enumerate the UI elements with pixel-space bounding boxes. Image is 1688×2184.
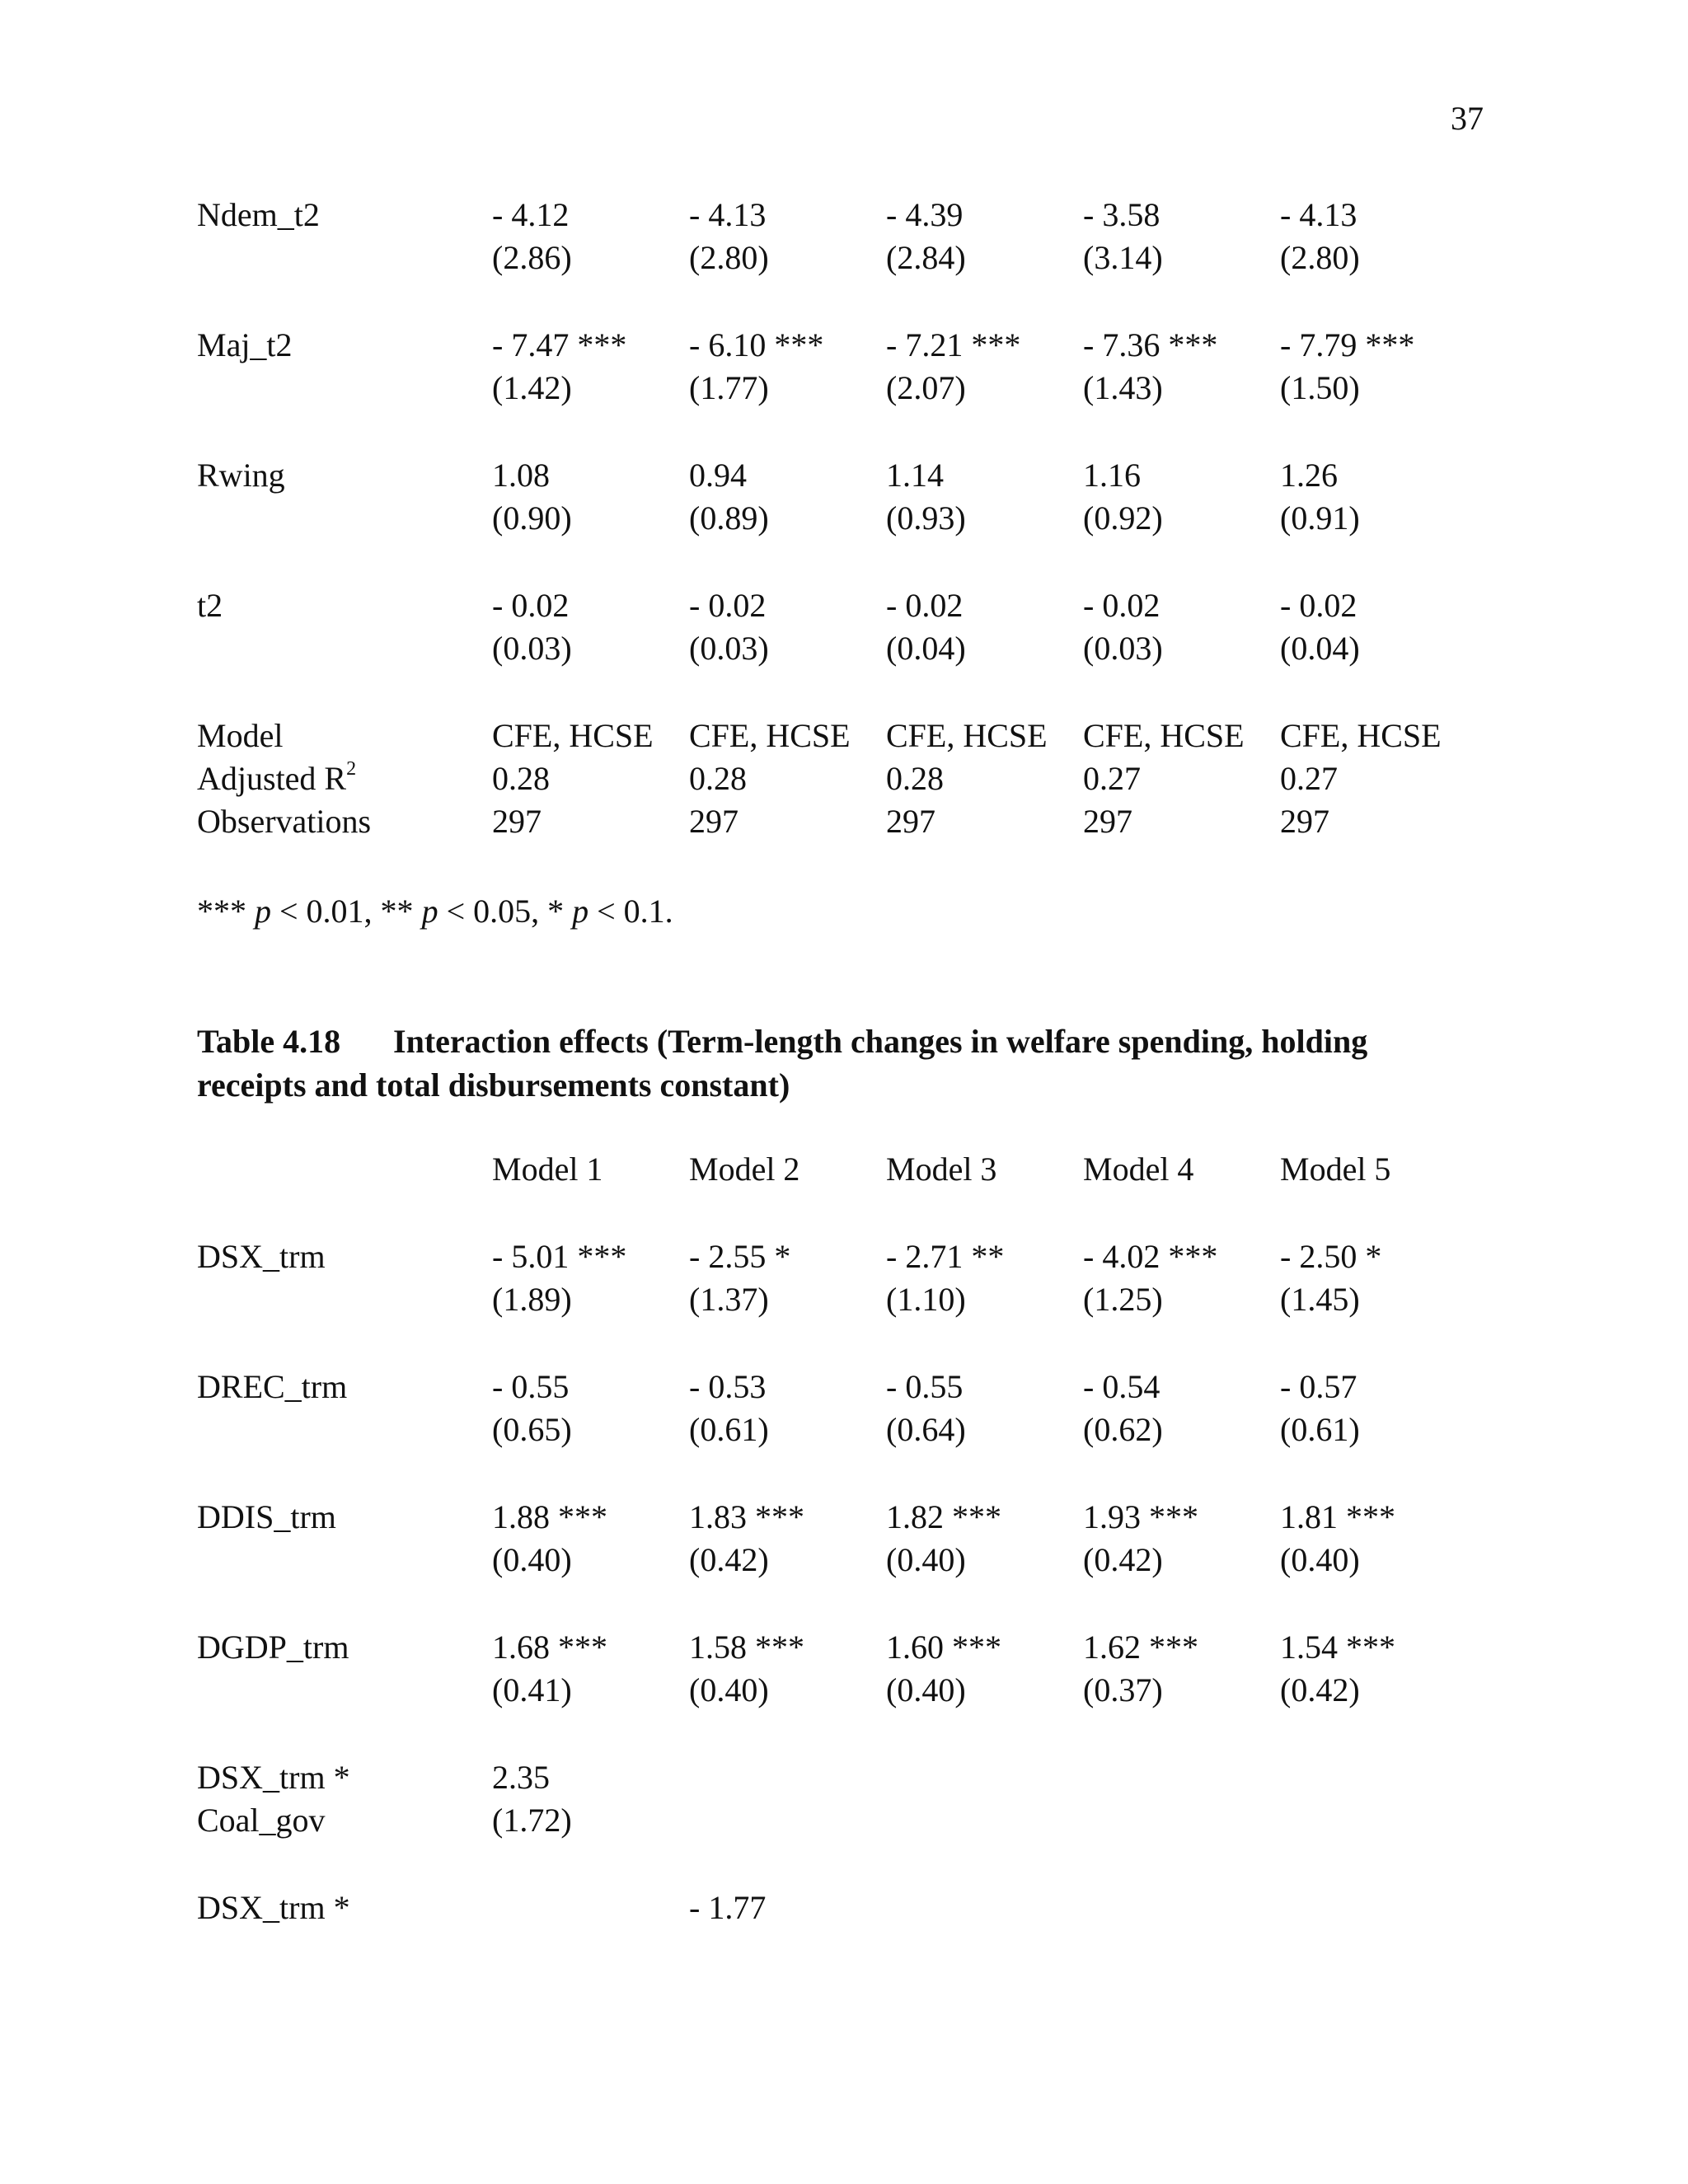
obs-cell: 297 xyxy=(886,803,935,840)
model-cell: CFE, HCSE xyxy=(689,717,851,754)
coef-cell: - 0.02 xyxy=(492,587,570,624)
model-row xyxy=(0,715,1688,757)
table-number: Table 4.18 xyxy=(197,1023,341,1060)
table-row-se xyxy=(0,497,1688,540)
model-cell: CFE, HCSE xyxy=(1280,717,1442,754)
table-row xyxy=(0,454,1688,497)
table-row xyxy=(0,584,1688,627)
coef-cell: - 7.79 *** xyxy=(1280,326,1415,363)
coef-cell: - 7.47 *** xyxy=(492,326,627,363)
table-row xyxy=(0,1366,1688,1408)
se-cell: (3.14) xyxy=(1083,239,1163,276)
coef-cell: - 5.01 *** xyxy=(492,1238,627,1275)
column-header: Model 3 xyxy=(886,1151,997,1188)
se-cell: (2.80) xyxy=(689,239,769,276)
table-row-se xyxy=(0,1539,1688,1582)
coef-cell: - 0.54 xyxy=(1083,1368,1160,1405)
interaction-row-se xyxy=(0,1799,1688,1842)
coef-cell: 1.62 *** xyxy=(1083,1629,1198,1666)
coef-cell: 1.68 *** xyxy=(492,1629,607,1666)
coef-cell: - 4.13 xyxy=(689,196,767,233)
se-cell: (0.64) xyxy=(886,1411,966,1448)
se-cell: (0.93) xyxy=(886,499,966,537)
coef-cell: - 6.10 *** xyxy=(689,326,824,363)
coef-cell: 1.14 xyxy=(886,457,944,494)
coef-cell: 1.16 xyxy=(1083,457,1141,494)
coef-cell: - 7.36 *** xyxy=(1083,326,1218,363)
model-cell: CFE, HCSE xyxy=(1083,717,1245,754)
table-row-se xyxy=(0,1278,1688,1321)
table-row-se xyxy=(0,367,1688,410)
coef-cell: - 0.53 xyxy=(689,1368,767,1405)
table-row-se xyxy=(0,627,1688,670)
se-cell: (0.42) xyxy=(689,1541,769,1578)
se-cell: (2.07) xyxy=(886,369,966,406)
row-label-continued: Coal_gov xyxy=(197,1802,326,1839)
model-cell: CFE, HCSE xyxy=(492,717,654,754)
coef-cell: 1.93 *** xyxy=(1083,1498,1198,1535)
obs-cell: 297 xyxy=(492,803,542,840)
column-header: Model 4 xyxy=(1083,1151,1194,1188)
column-header: Model 5 xyxy=(1280,1151,1391,1188)
se-cell: (0.03) xyxy=(1083,630,1163,667)
se-cell: (1.50) xyxy=(1280,369,1360,406)
coef-cell: 1.26 xyxy=(1280,457,1338,494)
table-row-se xyxy=(0,1408,1688,1451)
se-cell: (0.41) xyxy=(492,1671,572,1708)
row-label: Adjusted $R^2$ xyxy=(197,758,357,797)
se-cell: (0.40) xyxy=(886,1541,966,1578)
se-cell: (0.90) xyxy=(492,499,572,537)
row-label: DSX_trm * xyxy=(197,1889,350,1926)
page-number: 37 xyxy=(1451,100,1484,137)
interaction-row xyxy=(0,1756,1688,1799)
r2-cell: 0.28 xyxy=(689,760,747,797)
r2-cell: 0.27 xyxy=(1280,760,1338,797)
row-label: DREC_trm xyxy=(197,1368,348,1405)
coef-cell: - 0.55 xyxy=(492,1368,570,1405)
table-title: Interaction effects (Term-length changes in welfare spending, holding receipts and total disbursements constant) xyxy=(197,1023,1368,1104)
interaction-row xyxy=(0,1886,1688,1929)
se-cell: (1.37) xyxy=(689,1281,769,1318)
table-row xyxy=(0,324,1688,367)
se-cell: (0.92) xyxy=(1083,499,1163,537)
coef-cell: - 0.02 xyxy=(1280,587,1357,624)
se-cell: (0.04) xyxy=(886,630,966,667)
se-cell: (0.03) xyxy=(492,630,572,667)
coef-cell: 1.60 *** xyxy=(886,1629,1001,1666)
se-cell: (0.89) xyxy=(689,499,769,537)
model-cell: CFE, HCSE xyxy=(886,717,1048,754)
obs-cell: 297 xyxy=(689,803,738,840)
se-cell: (1.42) xyxy=(492,369,572,406)
se-cell: (0.42) xyxy=(1083,1541,1163,1578)
table-row xyxy=(0,1235,1688,1278)
se-cell: (0.40) xyxy=(886,1671,966,1708)
se-cell: (1.77) xyxy=(689,369,769,406)
se-cell: (0.61) xyxy=(1280,1411,1360,1448)
table-row-se xyxy=(0,237,1688,279)
row-label: DDIS_trm xyxy=(197,1498,336,1535)
coef-cell: 1.58 *** xyxy=(689,1629,804,1666)
column-header: Model 1 xyxy=(492,1151,603,1188)
coef-cell: 2.35 xyxy=(492,1759,550,1796)
se-cell: (0.91) xyxy=(1280,499,1360,537)
se-cell: (2.86) xyxy=(492,239,572,276)
coef-cell: 1.83 *** xyxy=(689,1498,804,1535)
row-label: Ndem_t2 xyxy=(197,196,320,233)
se-cell: (0.40) xyxy=(1280,1541,1360,1578)
row-label: DGDP_trm xyxy=(197,1629,349,1666)
se-cell: (0.65) xyxy=(492,1411,572,1448)
se-cell: (1.25) xyxy=(1083,1281,1163,1318)
se-cell: (1.45) xyxy=(1280,1281,1360,1318)
obs-cell: 297 xyxy=(1280,803,1329,840)
row-label: DSX_trm * xyxy=(197,1759,350,1796)
coef-cell: 1.54 *** xyxy=(1280,1629,1395,1666)
r2-cell: 0.28 xyxy=(886,760,944,797)
row-label: t2 xyxy=(197,587,223,624)
coef-cell: - 2.50 * xyxy=(1280,1238,1382,1275)
row-label: Observations xyxy=(197,803,372,840)
significance-footnote: *** p < 0.01, ** p < 0.05, * p < 0.1. xyxy=(197,893,673,930)
observations-row xyxy=(0,800,1688,843)
se-cell: (0.03) xyxy=(689,630,769,667)
coef-cell: - 0.55 xyxy=(886,1368,964,1405)
table-row xyxy=(0,1496,1688,1539)
se-cell: (0.62) xyxy=(1083,1411,1163,1448)
se-cell: (0.40) xyxy=(689,1671,769,1708)
se-cell: (0.42) xyxy=(1280,1671,1360,1708)
table-row xyxy=(0,194,1688,237)
coef-cell: - 4.13 xyxy=(1280,196,1357,233)
coef-cell: 0.94 xyxy=(689,457,747,494)
row-label: Maj_t2 xyxy=(197,326,293,363)
se-cell: (1.10) xyxy=(886,1281,966,1318)
se-cell: (1.89) xyxy=(492,1281,572,1318)
row-label: Rwing xyxy=(197,457,285,494)
coef-cell: - 2.55 * xyxy=(689,1238,791,1275)
se-cell: (0.40) xyxy=(492,1541,572,1578)
coef-cell: - 1.77 xyxy=(689,1889,767,1926)
se-cell: (0.61) xyxy=(689,1411,769,1448)
coef-cell: 1.88 *** xyxy=(492,1498,607,1535)
coef-cell: - 0.57 xyxy=(1280,1368,1357,1405)
table-row-se xyxy=(0,1669,1688,1712)
table-header-row xyxy=(0,1148,1688,1191)
table-row xyxy=(0,1626,1688,1669)
coef-cell: - 2.71 ** xyxy=(886,1238,1005,1275)
row-label: DSX_trm xyxy=(197,1238,326,1275)
se-cell: (0.37) xyxy=(1083,1671,1163,1708)
coef-cell: - 0.02 xyxy=(886,587,964,624)
coef-cell: - 4.12 xyxy=(492,196,570,233)
coef-cell: 1.08 xyxy=(492,457,550,494)
coef-cell: - 4.02 *** xyxy=(1083,1238,1218,1275)
coef-cell: 1.81 *** xyxy=(1280,1498,1395,1535)
obs-cell: 297 xyxy=(1083,803,1132,840)
table-caption xyxy=(197,1019,1417,1107)
r2-cell: 0.28 xyxy=(492,760,550,797)
column-header: Model 2 xyxy=(689,1151,800,1188)
se-cell: (2.80) xyxy=(1280,239,1360,276)
coef-cell: 1.82 *** xyxy=(886,1498,1001,1535)
coef-cell: - 3.58 xyxy=(1083,196,1160,233)
r2-cell: 0.27 xyxy=(1083,760,1141,797)
superscript: 2 xyxy=(346,758,357,780)
se-cell: (1.43) xyxy=(1083,369,1163,406)
coef-cell: - 4.39 xyxy=(886,196,964,233)
coef-cell: - 0.02 xyxy=(689,587,767,624)
se-cell: (2.84) xyxy=(886,239,966,276)
coef-cell: - 7.21 *** xyxy=(886,326,1021,363)
r-squared-row xyxy=(0,757,1688,800)
coef-cell: - 0.02 xyxy=(1083,587,1160,624)
se-cell: (0.04) xyxy=(1280,630,1360,667)
se-cell: (1.72) xyxy=(492,1802,572,1839)
row-label: Model xyxy=(197,717,284,754)
